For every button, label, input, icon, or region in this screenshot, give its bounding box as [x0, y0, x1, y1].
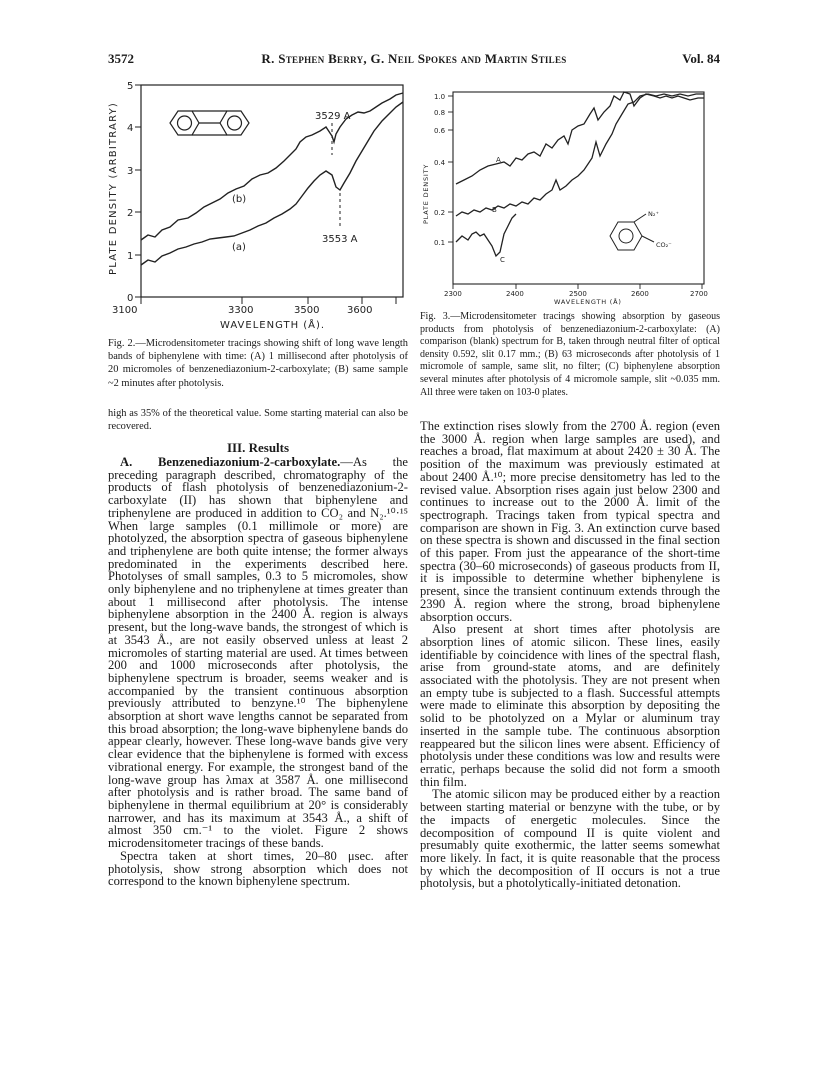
fig3-ytick-1.0: 1.0: [434, 93, 446, 101]
left-column-body: [108, 456, 408, 888]
fig3-label-co2: CO₂⁻: [656, 241, 672, 249]
page-number: 3572: [108, 51, 134, 66]
fig3-label-A: A: [496, 156, 501, 164]
fig3-xtick-2500: 2500: [569, 290, 587, 298]
section-heading: III. Results: [226, 440, 290, 455]
fig3-label-C: C: [500, 256, 505, 264]
fig3-ytick-0.4: 0.4: [434, 159, 446, 167]
right-column-body: [420, 420, 720, 890]
fig3-xtick-2600: 2600: [631, 290, 649, 298]
fig3-xtick-2700: 2700: [690, 290, 708, 298]
diazonium-structure: [610, 214, 654, 250]
fig2-xtick-3600: 3600: [347, 305, 373, 316]
right-paragraph-2: Also present at short times after photolysis are absorption lines of atomic silicon. These lines, easily identifiable by coincidence with lines of the spectral flash, arise from ground-state atoms, and are definitely associated with the photolysis. They are not present when an empty tube is subjected to a flash. Successful attempts were made to eliminate this absorption by depositing the solid to be photolyzed on a Mylar or aluminum tray inserted in the sample tube. The continuous absorption reappeared but the silicon lines were absent. Efficiency of photolysis under these conditions was low and results were erratic, perhaps because the solid did not form a smooth thin film.: [420, 622, 720, 789]
fig3-ylabel: PLATE DENSITY: [422, 163, 430, 224]
fig3-curve-A: [456, 92, 704, 184]
fig2-xlabel: WAVELENGTH (Å).: [220, 320, 326, 331]
fig3-xtick-2300: 2300: [444, 290, 462, 298]
fig2-label-b: (b): [232, 194, 247, 205]
fig2-label-3553: 3553 A: [322, 234, 358, 245]
fig3-label-B: B: [492, 206, 497, 214]
figure-2-caption: Fig. 2.—Microdensitometer tracings showing shift of long wave length bands of biphenylene with time: (A) 1 millisecond after photolysis of 20 micromoles of benzenediazonium-2-carboxylate; (B) same sample ~2 minutes after photolysis.: [108, 338, 408, 389]
fig2-xtick-3100: 3100: [112, 305, 138, 316]
fig2-curve-b: [141, 93, 403, 240]
fig2-ytick-2: 2: [127, 208, 134, 219]
fig2-ytick-3: 3: [127, 166, 134, 177]
fig2-ytick-4: 4: [127, 123, 134, 134]
fig2-ytick-1: 1: [127, 251, 134, 262]
volume-number: Vol. 84: [682, 51, 720, 66]
left-paragraph-2: Spectra taken at short times, 20–80 μsec. after photolysis, show strong absorption which does not correspond to the known biphenylene spectrum.: [108, 848, 408, 889]
intro-text: high as 35% of the theoretical value. Some starting material can also be recovered.: [108, 408, 408, 432]
fig2-curve-a: [141, 102, 403, 265]
fig3-ytick-0.2: 0.2: [434, 209, 446, 217]
fig2-label-3529: 3529 A: [315, 111, 351, 122]
figure-2: [100, 75, 418, 337]
fig2-label-a: (a): [232, 242, 246, 253]
subsection-heading: A. Benzenediazonium-2-carboxylate.: [120, 455, 341, 469]
fig3-ytick-0.1: 0.1: [434, 239, 446, 247]
biphenylene-structure: [170, 111, 249, 135]
fig3-curve-C: [456, 214, 516, 256]
fig3-xtick-2400: 2400: [506, 290, 524, 298]
running-header: [108, 51, 720, 69]
right-paragraph-1: The extinction rises slowly from the 2700 Å. region (even the 3000 Å. region when large samples are used), and reaches a broad, flat maximum at about 2420 ± 30 Å. The position of the maximum was previously estimated at about 2400 Å.¹⁰; more precise densitometry has led to the revised value. Absorption rises again just below 2300 and continues to increase out to the 2000 Å. limit of the spectrograph. Tracings taken from typical spectra and comparison are shown in Fig. 3. An extinction curve based on these spectra is shown and discussed in the final section of this paper. From just the appearance of the short-time spectra (30–60 microseconds) of gaseous products from II, it is impossible to determine whether biphenylene is present, since the transient continuum extends through the 2390 Å. region where the strong, broad biphenylene absorption occurs.: [420, 419, 720, 624]
fig2-ytick-5: 5: [127, 81, 134, 92]
fig3-ytick-0.6: 0.6: [434, 127, 446, 135]
fig2-ylabel: PLATE DENSITY (ARBITRARY): [108, 101, 119, 275]
fig3-curve-B: [456, 94, 704, 216]
fig3-label-n2: N₂⁺: [648, 210, 659, 218]
left-paragraph-1: —As the preceding paragraph described, chromatography of the products of flash photolysis of benzenediazonium-2-carboxylate (II) has shown that biphenylene and triphenylene are produced in addition to CO₂ and N₂.¹⁰·¹⁵ When large samples (0.1 millimole or more) are photolyzed, the absorption spectra of gaseous biphenylene and triphenylene are both quite intense; the former always predominated in the experiments described here. Photolyses of small samples, 0.3 to 5 micromoles, show only biphenylene and no triphenylene at times greater than about 1 millisecond after photolysis. The intense biphenylene absorption in the 2400 Å. region is always present, but the long-wave bands, the strongest of which is at 3543 Å., are not easily observed unless at least 2 micromoles of starting material are used. At times between 200 and 1000 microseconds after photolysis, the biphenylene spectrum is broader, seems weaker and is accompanied by the transient continuous absorption previously attributed to benzyne.¹⁰ The biphenylene absorption at short wave lengths cannot be separated from this broad absorption; the long-wave biphenylene bands do appear clearly, however. These long-wave bands give very clear evidence that the biphenylene is formed with excess vibrational energy. For example, the strongest band of the long-wave group has λmax at 3587 Å. one millisecond after photolysis and is rather broad. The same band of biphenylene in thermal equilibrium at 20° is considerably narrower, and has its maximum at 3543 Å., a shift of almost 350 cm.⁻¹ to the violet. Figure 2 shows microdensitometer tracings of these bands.: [108, 455, 408, 851]
fig3-xlabel: WAVELENGTH (Å): [554, 298, 622, 306]
fig3-ytick-0.8: 0.8: [434, 109, 446, 117]
fig2-xtick-3300: 3300: [228, 305, 254, 316]
figure-3-caption: Fig. 3.—Microdensitometer tracings showing absorption by gaseous products from photolysis of benzenediazonium-2-carboxylate: (A) comparison (blank) spectrum for B, taken through neutral filter of optical density 0.592, slit 0.17 mm.; (B) 63 microseconds after photolysis of 1 micromole of sample, same slit, no filter; (C) biphenylene absorption several minutes after photolysis of 4 micromole sample, slit ~0.035 mm. All three were taken on 103-0 plates.: [420, 311, 720, 398]
fig2-xtick-3500: 3500: [294, 305, 320, 316]
author-line: R. Stephen Berry, G. Neil Spokes and Martin Stiles: [261, 51, 567, 66]
right-paragraph-3: The atomic silicon may be produced either by a reaction between starting material or benzyne with the tube, or by the impacts of energetic molecules. Since the decomposition of compound II is quite violent and presumably quite exothermic, the latter seems somewhat more likely. In fact, it is quite reasonable that the process by which the decomposition of II occurs is not a true photolysis, but a photolytically-initiated detonation.: [420, 787, 720, 891]
fig2-ytick-0: 0: [127, 293, 134, 304]
figure-3: [418, 84, 718, 306]
